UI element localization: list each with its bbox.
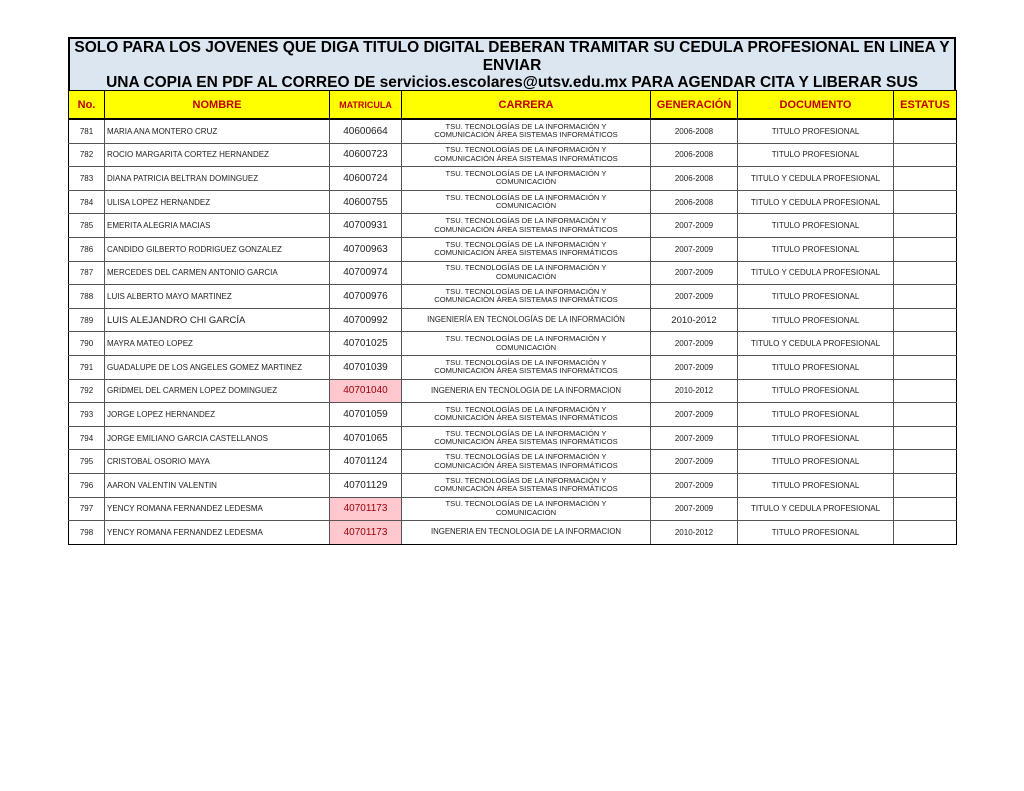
carrera-line-2: COMUNICACIÓN ÁREA SISTEMAS INFORMÁTICOS xyxy=(434,248,618,258)
cell-generacion: 2007-2009 xyxy=(651,332,738,356)
cell-generacion: 2006-2008 xyxy=(651,167,738,191)
cell-nombre: JORGE LOPEZ HERNANDEZ xyxy=(105,403,330,427)
cell-documento: TITULO PROFESIONAL xyxy=(738,403,894,427)
cell-no: 782 xyxy=(69,143,105,167)
cell-generacion: 2007-2009 xyxy=(651,261,738,285)
cell-estatus xyxy=(894,403,957,427)
students-table xyxy=(68,90,957,545)
carrera-line-2: COMUNICACIÓN ÁREA SISTEMAS INFORMÁTICOS xyxy=(434,366,618,376)
cell-carrera xyxy=(402,355,651,379)
cell-estatus xyxy=(894,332,957,356)
cell-matricula: 40701129 xyxy=(330,473,402,497)
cell-generacion: 2007-2009 xyxy=(651,473,738,497)
table-row xyxy=(69,497,957,521)
table-row xyxy=(69,426,957,450)
cell-generacion: 2006-2008 xyxy=(651,119,738,143)
cell-nombre: MERCEDES DEL CARMEN ANTONIO GARCIA xyxy=(105,261,330,285)
carrera-line-2: COMUNICACIÓN ÁREA SISTEMAS INFORMÁTICOS xyxy=(434,437,618,447)
carrera-line-2: COMUNICACIÓN xyxy=(495,201,557,211)
cell-matricula: 40600724 xyxy=(330,167,402,191)
cell-nombre: GRIDMEL DEL CARMEN LOPEZ DOMINGUEZ xyxy=(105,379,330,403)
cell-carrera xyxy=(402,379,651,403)
carrera-line-1: TSU. TECNOLOGÍAS DE LA INFORMACIÓN Y xyxy=(445,121,607,131)
cell-documento: TITULO PROFESIONAL xyxy=(738,473,894,497)
cell-nombre: YENCY ROMANA FERNANDEZ LEDESMA xyxy=(105,497,330,521)
cell-generacion: 2010-2012 xyxy=(651,521,738,545)
cell-no: 791 xyxy=(69,355,105,379)
cell-carrera xyxy=(402,214,651,238)
cell-carrera xyxy=(402,450,651,474)
cell-no: 783 xyxy=(69,167,105,191)
cell-documento: TITULO Y CEDULA PROFESIONAL xyxy=(738,332,894,356)
carrera-line-1: TSU. TECNOLOGÍAS DE LA INFORMACIÓN Y xyxy=(445,452,607,462)
cell-documento: TITULO PROFESIONAL xyxy=(738,119,894,143)
cell-documento: TITULO PROFESIONAL xyxy=(738,355,894,379)
document-sheet xyxy=(68,37,956,545)
cell-estatus xyxy=(894,143,957,167)
cell-documento: TITULO PROFESIONAL xyxy=(738,237,894,261)
cell-estatus xyxy=(894,355,957,379)
table-row xyxy=(69,332,957,356)
cell-estatus xyxy=(894,426,957,450)
carrera-line-1: TSU. TECNOLOGÍAS DE LA INFORMACIÓN Y xyxy=(445,334,607,344)
cell-estatus xyxy=(894,261,957,285)
cell-matricula: 40701059 xyxy=(330,403,402,427)
cell-matricula: 40600755 xyxy=(330,190,402,214)
cell-carrera xyxy=(402,332,651,356)
cell-nombre: YENCY ROMANA FERNANDEZ LEDESMA xyxy=(105,521,330,545)
cell-carrera xyxy=(402,497,651,521)
cell-matricula: 40600723 xyxy=(330,143,402,167)
carrera-line-2: COMUNICACIÓN ÁREA SISTEMAS INFORMÁTICOS xyxy=(434,153,618,163)
table-row xyxy=(69,379,957,403)
cell-nombre: ULISA LOPEZ HERNANDEZ xyxy=(105,190,330,214)
cell-estatus xyxy=(894,285,957,309)
cell-documento: TITULO Y CEDULA PROFESIONAL xyxy=(738,497,894,521)
table-row xyxy=(69,214,957,238)
cell-nombre: MAYRA MATEO LOPEZ xyxy=(105,332,330,356)
table-row xyxy=(69,237,957,261)
cell-matricula: 40701173 xyxy=(330,521,402,545)
cell-nombre: ROCIO MARGARITA CORTEZ HERNANDEZ xyxy=(105,143,330,167)
cell-nombre: LUIS ALBERTO MAYO MARTINEZ xyxy=(105,285,330,309)
carrera-line-2: COMUNICACIÓN xyxy=(495,507,557,517)
cell-generacion: 2010-2012 xyxy=(651,379,738,403)
table-row xyxy=(69,167,957,191)
cell-nombre: CRISTOBAL OSORIO MAYA xyxy=(105,450,330,474)
carrera-line-2: COMUNICACIÓN ÁREA SISTEMAS INFORMÁTICOS xyxy=(434,224,618,234)
cell-carrera xyxy=(402,426,651,450)
table-row xyxy=(69,261,957,285)
table-row xyxy=(69,143,957,167)
carrera-line-1: INGENERIA EN TECNOLOGIA DE LA INFORMACION xyxy=(430,385,622,395)
cell-documento: TITULO PROFESIONAL xyxy=(738,379,894,403)
cell-no: 784 xyxy=(69,190,105,214)
cell-estatus xyxy=(894,497,957,521)
carrera-line-1: TSU. TECNOLOGÍAS DE LA INFORMACIÓN Y xyxy=(445,216,607,226)
cell-estatus xyxy=(894,119,957,143)
cell-generacion: 2007-2009 xyxy=(651,355,738,379)
cell-no: 790 xyxy=(69,332,105,356)
cell-nombre: AARON VALENTIN VALENTIN xyxy=(105,473,330,497)
cell-generacion: 2007-2009 xyxy=(651,237,738,261)
cell-matricula: 40701173 xyxy=(330,497,402,521)
table-header-row xyxy=(69,91,957,120)
cell-estatus xyxy=(894,379,957,403)
notice-line-2: UNA COPIA EN PDF AL CORREO DE servicios.escolares@utsv.edu.mx PARA AGENDAR CITA Y LIBERAR SUS xyxy=(106,74,918,90)
carrera-line-2: COMUNICACIÓN ÁREA SISTEMAS INFORMÁTICOS xyxy=(434,295,618,305)
cell-generacion: 2007-2009 xyxy=(651,403,738,427)
carrera-line-2: COMUNICACIÓN xyxy=(495,271,557,281)
header-generacion: GENERACIÓN xyxy=(651,91,738,120)
cell-generacion: 2006-2008 xyxy=(651,190,738,214)
cell-no: 788 xyxy=(69,285,105,309)
carrera-line-1: TSU. TECNOLOGÍAS DE LA INFORMACIÓN Y xyxy=(445,286,607,296)
carrera-line-2: COMUNICACIÓN ÁREA SISTEMAS INFORMÁTICOS xyxy=(434,460,618,470)
cell-generacion: 2006-2008 xyxy=(651,143,738,167)
cell-documento: TITULO PROFESIONAL xyxy=(738,450,894,474)
carrera-line-1: TSU. TECNOLOGÍAS DE LA INFORMACIÓN Y xyxy=(445,168,607,178)
header-matricula: MATRICULA xyxy=(330,91,402,120)
cell-carrera xyxy=(402,237,651,261)
table-row xyxy=(69,521,957,545)
cell-estatus xyxy=(894,308,957,332)
cell-estatus xyxy=(894,450,957,474)
cell-matricula: 40701040 xyxy=(330,379,402,403)
cell-carrera xyxy=(402,308,651,332)
cell-matricula: 40600664 xyxy=(330,119,402,143)
cell-carrera xyxy=(402,190,651,214)
carrera-line-2: COMUNICACIÓN ÁREA SISTEMAS INFORMÁTICOS xyxy=(434,130,618,140)
carrera-line-2: COMUNICACIÓN ÁREA SISTEMAS INFORMÁTICOS xyxy=(434,413,618,423)
cell-carrera xyxy=(402,521,651,545)
cell-no: 797 xyxy=(69,497,105,521)
header-documento: DOCUMENTO xyxy=(738,91,894,120)
cell-carrera xyxy=(402,473,651,497)
carrera-line-1: TSU. TECNOLOGÍAS DE LA INFORMACIÓN Y xyxy=(445,239,607,249)
cell-no: 796 xyxy=(69,473,105,497)
carrera-line-1: TSU. TECNOLOGÍAS DE LA INFORMACIÓN Y xyxy=(445,404,607,414)
cell-no: 789 xyxy=(69,308,105,332)
cell-no: 795 xyxy=(69,450,105,474)
cell-nombre: EMERITA ALEGRIA MACIAS xyxy=(105,214,330,238)
cell-documento: TITULO PROFESIONAL xyxy=(738,285,894,309)
table-row xyxy=(69,403,957,427)
header-estatus: ESTATUS xyxy=(894,91,957,120)
cell-nombre: DIANA PATRICIA BELTRAN DOMINGUEZ xyxy=(105,167,330,191)
cell-documento: TITULO PROFESIONAL xyxy=(738,214,894,238)
cell-estatus xyxy=(894,190,957,214)
cell-matricula: 40701039 xyxy=(330,355,402,379)
table-row xyxy=(69,119,957,143)
cell-nombre: JORGE EMILIANO GARCIA CASTELLANOS xyxy=(105,426,330,450)
carrera-line-1: TSU. TECNOLOGÍAS DE LA INFORMACIÓN Y xyxy=(445,499,607,509)
cell-documento: TITULO Y CEDULA PROFESIONAL xyxy=(738,190,894,214)
cell-carrera xyxy=(402,285,651,309)
cell-generacion: 2007-2009 xyxy=(651,214,738,238)
carrera-line-1: TSU. TECNOLOGÍAS DE LA INFORMACIÓN Y xyxy=(445,263,607,273)
cell-matricula: 40700992 xyxy=(330,308,402,332)
cell-matricula: 40701025 xyxy=(330,332,402,356)
cell-nombre: LUIS ALEJANDRO CHI GARCÍA xyxy=(105,308,330,332)
cell-estatus xyxy=(894,521,957,545)
cell-no: 794 xyxy=(69,426,105,450)
cell-no: 781 xyxy=(69,119,105,143)
notice-banner xyxy=(68,37,956,90)
cell-documento: TITULO Y CEDULA PROFESIONAL xyxy=(738,167,894,191)
cell-nombre: GUADALUPE DE LOS ANGELES GOMEZ MARTINEZ xyxy=(105,355,330,379)
table-row xyxy=(69,473,957,497)
cell-estatus xyxy=(894,473,957,497)
carrera-line-1: INGENIERÍA EN TECNOLOGÍAS DE LA INFORMACIÓN xyxy=(427,314,625,324)
cell-generacion: 2007-2009 xyxy=(651,426,738,450)
cell-documento: TITULO PROFESIONAL xyxy=(738,426,894,450)
cell-no: 798 xyxy=(69,521,105,545)
carrera-line-2: COMUNICACIÓN ÁREA SISTEMAS INFORMÁTICOS xyxy=(434,484,618,494)
cell-matricula: 40701065 xyxy=(330,426,402,450)
cell-documento: TITULO Y CEDULA PROFESIONAL xyxy=(738,261,894,285)
cell-no: 787 xyxy=(69,261,105,285)
header-carrera: CARRERA xyxy=(402,91,651,120)
cell-nombre: CANDIDO GILBERTO RODRIGUEZ GONZALEZ xyxy=(105,237,330,261)
carrera-line-2: COMUNICACIÓN xyxy=(495,342,557,352)
cell-matricula: 40700931 xyxy=(330,214,402,238)
cell-documento: TITULO PROFESIONAL xyxy=(738,308,894,332)
cell-no: 792 xyxy=(69,379,105,403)
table-row xyxy=(69,450,957,474)
carrera-line-1: TSU. TECNOLOGÍAS DE LA INFORMACIÓN Y xyxy=(445,428,607,438)
table-row xyxy=(69,285,957,309)
cell-estatus xyxy=(894,237,957,261)
cell-carrera xyxy=(402,261,651,285)
cell-carrera xyxy=(402,143,651,167)
table-row xyxy=(69,355,957,379)
cell-no: 785 xyxy=(69,214,105,238)
carrera-line-1: INGENERIA EN TECNOLOGIA DE LA INFORMACION xyxy=(430,527,622,537)
carrera-line-1: TSU. TECNOLOGÍAS DE LA INFORMACIÓN Y xyxy=(445,192,607,202)
cell-carrera xyxy=(402,403,651,427)
cell-no: 786 xyxy=(69,237,105,261)
cell-documento: TITULO PROFESIONAL xyxy=(738,143,894,167)
table-row xyxy=(69,308,957,332)
notice-line-1: SOLO PARA LOS JOVENES QUE DIGA TITULO DIGITAL DEBERAN TRAMITAR SU CEDULA PROFESIONAL EN LINEA Y ENVIAR xyxy=(74,39,950,74)
cell-generacion: 2010-2012 xyxy=(651,308,738,332)
cell-documento: TITULO PROFESIONAL xyxy=(738,521,894,545)
header-nombre: NOMBRE xyxy=(105,91,330,120)
cell-matricula: 40700963 xyxy=(330,237,402,261)
cell-generacion: 2007-2009 xyxy=(651,497,738,521)
cell-matricula: 40701124 xyxy=(330,450,402,474)
cell-matricula: 40700974 xyxy=(330,261,402,285)
cell-estatus xyxy=(894,214,957,238)
cell-carrera xyxy=(402,119,651,143)
cell-estatus xyxy=(894,167,957,191)
header-no: No. xyxy=(69,91,105,120)
carrera-line-1: TSU. TECNOLOGÍAS DE LA INFORMACIÓN Y xyxy=(445,475,607,485)
cell-nombre: MARIA ANA MONTERO CRUZ xyxy=(105,119,330,143)
carrera-line-2: COMUNICACIÓN xyxy=(495,177,557,187)
cell-matricula: 40700976 xyxy=(330,285,402,309)
cell-generacion: 2007-2009 xyxy=(651,450,738,474)
carrera-line-1: TSU. TECNOLOGÍAS DE LA INFORMACIÓN Y xyxy=(445,357,607,367)
cell-generacion: 2007-2009 xyxy=(651,285,738,309)
cell-carrera xyxy=(402,167,651,191)
cell-no: 793 xyxy=(69,403,105,427)
table-row xyxy=(69,190,957,214)
carrera-line-1: TSU. TECNOLOGÍAS DE LA INFORMACIÓN Y xyxy=(445,145,607,155)
